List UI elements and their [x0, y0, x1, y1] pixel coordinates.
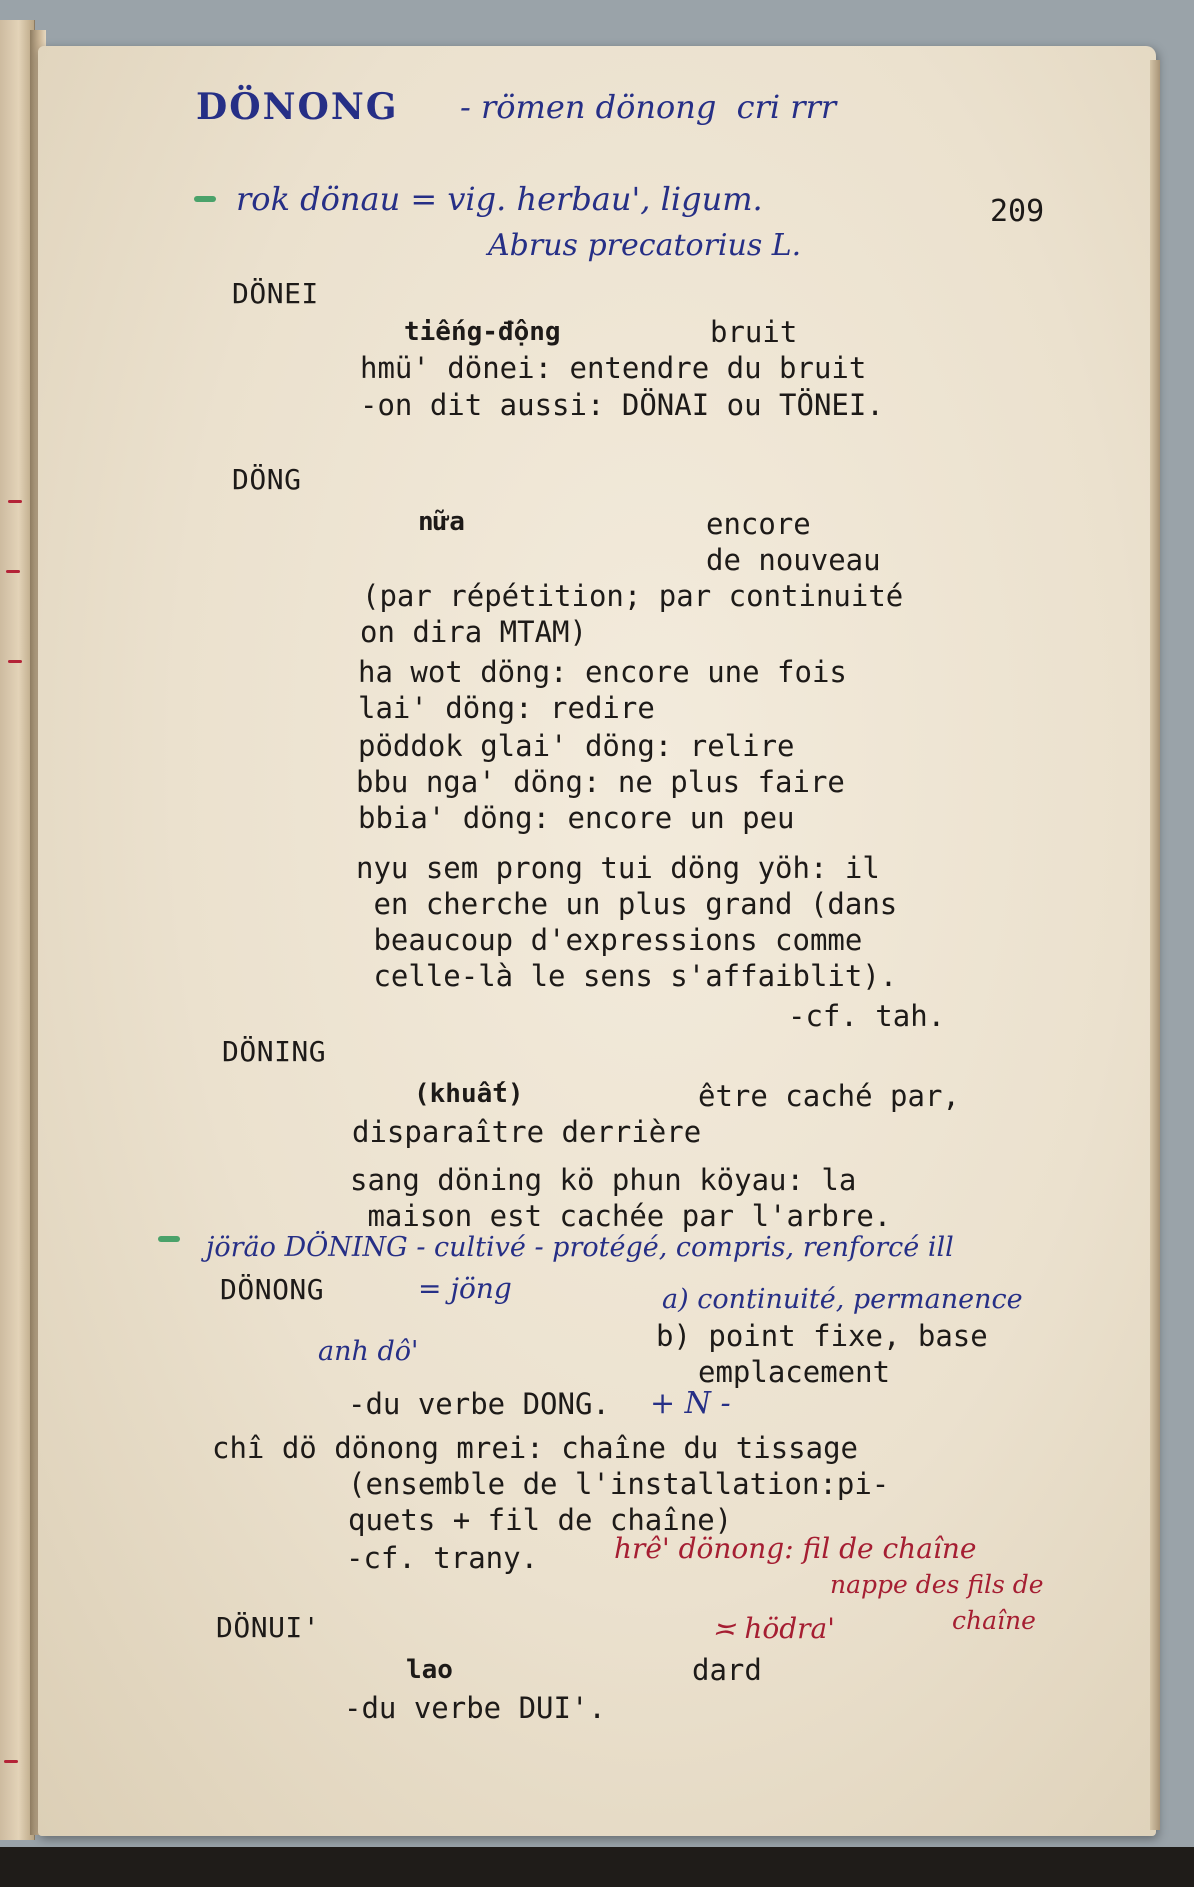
headword-donong: DÖNONG [220, 1273, 325, 1306]
handwritten-chaine: chaîne [952, 1606, 1036, 1635]
entry-line: beaucoup d'expressions comme [356, 923, 863, 957]
handwritten-jorao: jöräo DÖNING - cultivé - protégé, compris, renforcé ill [206, 1232, 954, 1263]
page-number: 209 [990, 194, 1045, 229]
entry-line: hmü' dönei: entendre du bruit [360, 351, 867, 385]
headword-donei: DÖNEI [232, 277, 319, 310]
handwritten-jong: = jöng [418, 1272, 512, 1305]
background-table [0, 1847, 1194, 1887]
entry-line: -on dit aussi: DÖNAI ou TÖNEI. [360, 388, 884, 422]
entry-line: (par répétition; par continuité [362, 579, 904, 613]
margin-mark [6, 570, 20, 573]
vietnamese-gloss: lao [406, 1655, 453, 1685]
handwritten-continuite: a) continuité, permanence [662, 1284, 1023, 1315]
entry-line: bbia' döng: encore un peu [358, 801, 795, 835]
margin-mark [8, 660, 22, 663]
french-gloss: dard [692, 1653, 762, 1687]
entry-line: -du verbe DONG. [348, 1387, 610, 1421]
handwritten-rok-line: rok dönau = vig. herbau', ligum. [236, 180, 763, 218]
entry-line: quets + fil de chaîne) [348, 1503, 733, 1537]
entry-line: -du verbe DUI'. [344, 1691, 606, 1725]
handwritten-anh-do: anh dô' [318, 1336, 419, 1367]
headword-dong: DÖNG [232, 463, 302, 496]
headword-donui: DÖNUI' [216, 1611, 321, 1644]
entry-line: sang döning kö phun köyau: la [350, 1163, 857, 1197]
entry-line: chî dö dönong mrei: chaîne du tissage [212, 1431, 859, 1465]
entry-line: bbu nga' döng: ne plus faire [356, 765, 845, 799]
entry-line: ha wot döng: encore une fois [358, 655, 847, 689]
headword-doning: DÖNING [222, 1035, 327, 1068]
entry-line: nyu sem prong tui döng yöh: il [356, 851, 880, 885]
green-margin-mark [158, 1236, 180, 1242]
handwritten-abrus: Abrus precatorius L. [488, 228, 802, 263]
entry-line: celle-là le sens s'affaiblit). [356, 959, 898, 993]
page-stack-edge [1150, 60, 1160, 1830]
handwritten-hodra: ≍ hödra' [712, 1612, 835, 1645]
french-gloss: encore [706, 507, 811, 541]
entry-line: (ensemble de l'installation:pi- [348, 1467, 890, 1501]
green-margin-mark [194, 196, 216, 202]
margin-mark [8, 500, 22, 503]
handwritten-hre: hrê' dönong: fil de chaîne [614, 1532, 977, 1565]
handwritten-nappe: nappe des fils de [830, 1570, 1044, 1599]
entry-line: disparaître derrière [352, 1115, 702, 1149]
margin-mark [4, 1760, 18, 1763]
entry-line: lai' döng: redire [358, 691, 655, 725]
entry-line: on dira MTAM) [360, 615, 587, 649]
entry-line: maison est cachée par l'arbre. [350, 1199, 892, 1233]
handwritten-heading-note: - römen dönong cri rrr [460, 88, 837, 126]
handwritten-plus-n: + N - [650, 1386, 731, 1421]
entry-line: -cf. trany. [346, 1541, 539, 1575]
french-gloss: de nouveau [706, 543, 881, 577]
french-gloss: bruit [710, 315, 798, 349]
handwritten-heading: DÖNONG [196, 86, 399, 128]
entry-line: pöddok glai' döng: relire [358, 729, 795, 763]
french-gloss: être caché par, [698, 1079, 960, 1113]
vietnamese-gloss: (khuất) [414, 1079, 524, 1109]
entry-line: en cherche un plus grand (dans [356, 887, 898, 921]
vietnamese-gloss: nữa [418, 507, 465, 537]
french-gloss: emplacement [698, 1355, 891, 1389]
vietnamese-gloss: tiếng-động [404, 317, 561, 347]
entry-line: -cf. tah. [788, 999, 946, 1033]
french-gloss: b) point fixe, base [656, 1319, 988, 1353]
